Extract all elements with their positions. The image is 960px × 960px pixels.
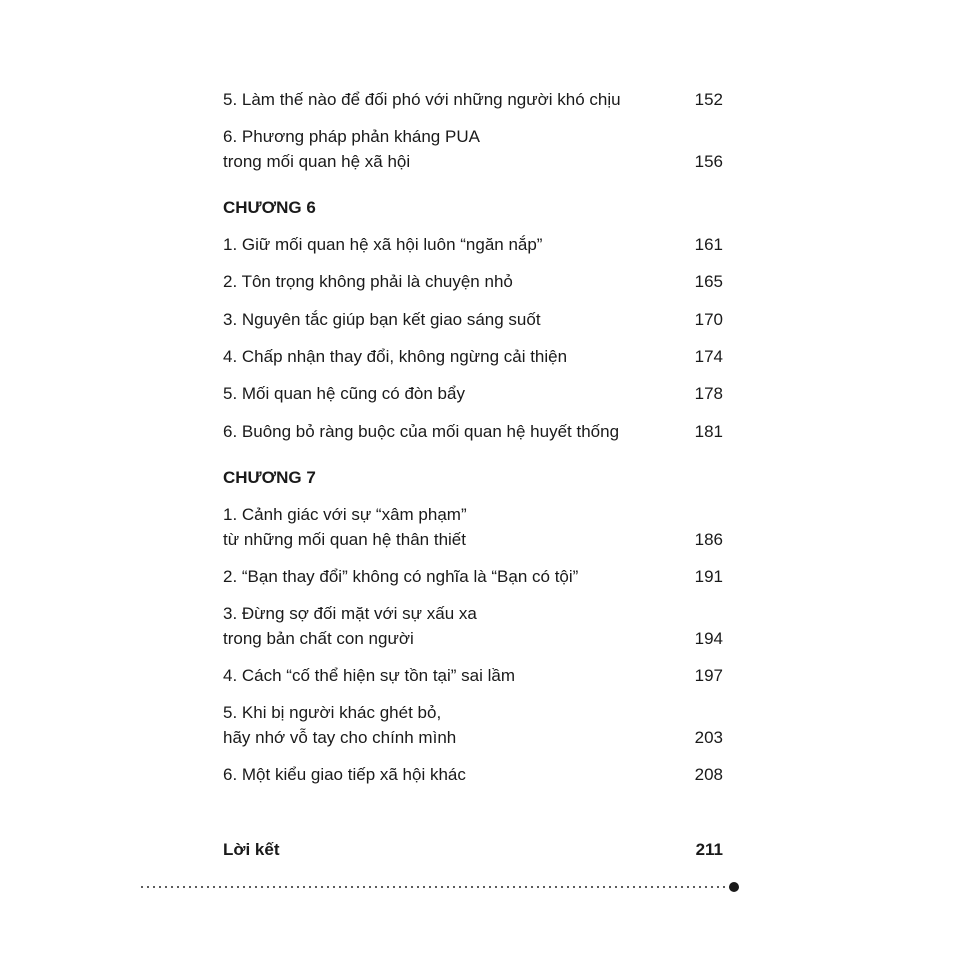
toc-entry-title: 6. Một kiểu giao tiếp xã hội khác [223,765,466,784]
toc-entry-page: 170 [694,310,723,329]
toc-entry-title: 1. Giữ mối quan hệ xã hội luôn “ngăn nắp” [223,235,543,254]
rule-end-dot [729,882,739,892]
toc-entry-page: 181 [694,422,723,441]
dotted-rule [139,886,733,888]
toc-entry [223,763,723,788]
toc-entry [223,125,723,174]
closing-page: 211 [695,840,723,859]
toc-entry-title: 3. Đừng sợ đối mặt với sự xấu xa trong bản chất con người [223,604,477,648]
toc-entry [223,602,723,651]
toc-entry-page: 203 [694,727,723,747]
toc-entry-title: 2. Tôn trọng không phải là chuyện nhỏ [223,272,513,291]
toc-entry-page: 197 [694,666,723,685]
toc-entry-title: 5. Khi bị người khác ghét bỏ, hãy nhớ vỗ tay cho chính mình [223,703,457,747]
closing-title: Lời kết [223,840,280,859]
toc-entry [223,233,723,258]
toc-entry-title: 4. Chấp nhận thay đổi, không ngừng cải thiện [223,347,568,366]
toc-entry [223,664,723,689]
toc-entry-title: 1. Cảnh giác với sự “xâm phạm” từ những mối quan hệ thân thiết [223,505,467,549]
toc-entry-page: 194 [694,628,723,648]
toc-entry-title: 2. “Bạn thay đổi” không có nghĩa là “Bạn có tội” [223,567,579,586]
toc-entry [223,308,723,333]
toc-entry-page: 165 [694,272,723,291]
toc-entry [223,503,723,552]
toc-entry-title: 5. Làm thế nào để đối phó với những người khó chịu [223,90,621,109]
toc-entry [223,701,723,750]
chapter-heading: CHƯƠNG 6 [223,198,316,217]
toc-closing [223,838,723,862]
toc-entry-page: 191 [694,567,723,586]
toc-entry [223,345,723,370]
chapter-heading: CHƯƠNG 7 [223,468,316,487]
toc-entry-title: 4. Cách “cố thể hiện sự tồn tại” sai lầm [223,666,516,685]
toc-entry [223,565,723,590]
toc-entry-title: 6. Buông bỏ ràng buộc của mối quan hệ huyết thống [223,422,620,441]
toc-entry [223,88,723,113]
toc-entry-title: 6. Phương pháp phản kháng PUA trong mối quan hệ xã hội [223,127,480,171]
toc-entry-page: 156 [694,151,723,171]
toc-entry [223,270,723,295]
toc-entry [223,382,723,407]
toc-entry-title: 3. Nguyên tắc giúp bạn kết giao sáng suốt [223,310,541,329]
toc-entry-page: 174 [694,347,723,366]
toc-entry-page: 178 [694,384,723,403]
toc-entry-title: 5. Mối quan hệ cũng có đòn bẩy [223,384,465,403]
toc-entry-page: 186 [694,529,723,549]
toc-entry [223,420,723,445]
toc-entry-page: 208 [694,765,723,784]
toc-entry-page: 161 [694,235,723,254]
toc-entry-page: 152 [694,90,723,109]
